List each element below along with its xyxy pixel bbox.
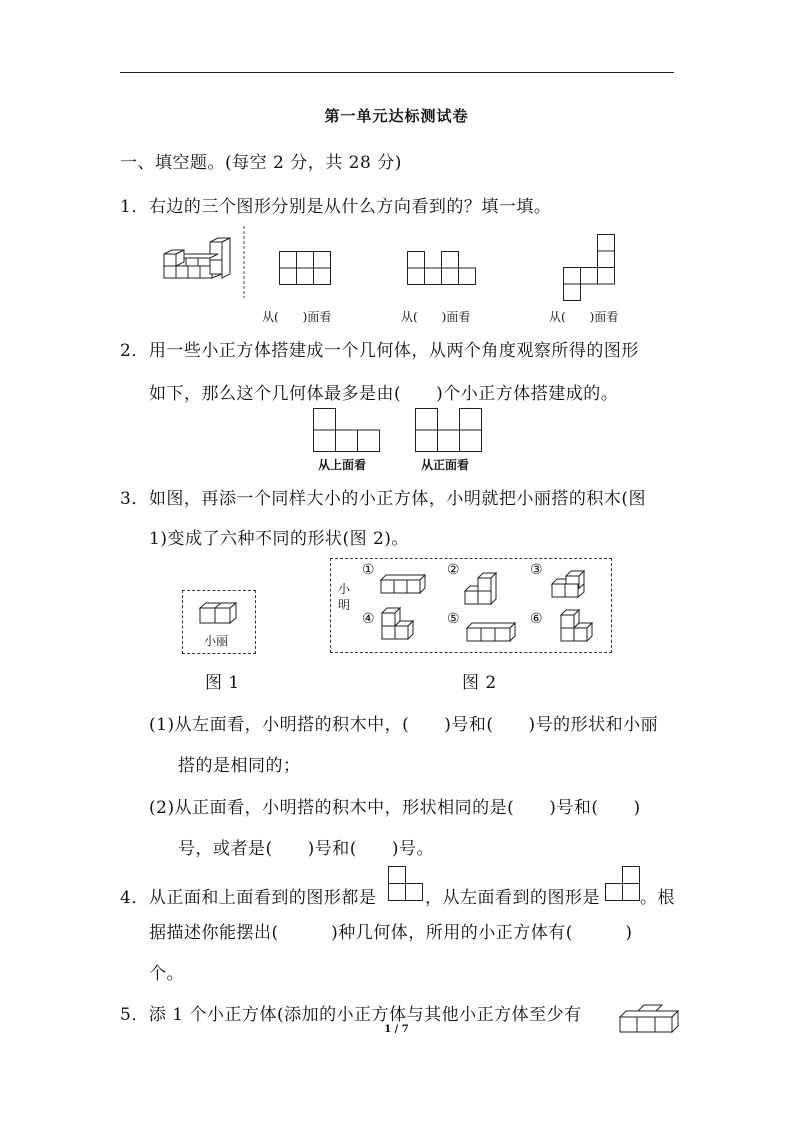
- q3-side-label-1: 小: [338, 582, 351, 596]
- q3-circled-3: ③: [530, 562, 543, 578]
- q2-front-view: [415, 408, 482, 452]
- q2-line2: 如下，那么这个几何体最多是由( )个小正方体搭建成的。: [149, 384, 619, 404]
- q3-shape-4: [379, 606, 419, 644]
- header-rule: [120, 72, 674, 73]
- q2-label-top: 从上面看: [318, 458, 367, 472]
- q2-line1: 2．用一些小正方体搭建成一个几何体，从两个角度观察所得的图形: [120, 341, 639, 361]
- q3-circled-2: ②: [447, 562, 460, 578]
- q3-shape-6: [558, 608, 598, 644]
- q2-label-front: 从正面看: [421, 458, 470, 472]
- q3-fig1-caption: 小丽: [204, 634, 229, 648]
- q3-line1: 3．如图，再添一个同样大小的小正方体，小明就把小丽搭的积木(图: [120, 489, 646, 509]
- q3-shape-3: [548, 570, 592, 602]
- q3-circled-5: ⑤: [447, 611, 460, 627]
- q3-sub1-line1: (1)从左面看，小明搭的积木中，( )号和( )号的形状和小丽: [149, 715, 659, 735]
- q3-fig1-cubes: [198, 598, 240, 628]
- q1-text: 1．右边的三个图形分别是从什么方向看到的？填一填。: [120, 197, 552, 217]
- q1-view-b: [407, 251, 477, 285]
- q1-view-a: [279, 251, 331, 285]
- q1-label-b: 从( )面看: [401, 310, 471, 324]
- q3-sub2-line1: (2)从正面看，小明搭的积木中，形状相同的是( )号和( ): [149, 798, 641, 818]
- q3-side-label-2: 明: [338, 598, 351, 612]
- q3-line2: 1)变成了六种不同的形状(图 2)。: [149, 529, 409, 549]
- q3-circled-1: ①: [362, 562, 375, 578]
- q4-line3: 个。: [149, 964, 184, 984]
- q4-line1-b: ，从左面看到的图形是: [425, 888, 600, 908]
- q1-view-c: [563, 234, 615, 302]
- q1-separator: [243, 226, 245, 298]
- q3-shape-1: [379, 570, 429, 596]
- q3-sub1-line2: 搭的是相同的；: [178, 756, 301, 776]
- section-heading: 一、填空题。(每空 2 分，共 28 分): [120, 153, 402, 173]
- q3-fig2-label: 图 2: [462, 673, 497, 693]
- q4-inline-figure-1: [388, 866, 424, 902]
- q4-line2: 据描述你能摆出( )种几何体，所用的小正方体有( ): [149, 923, 633, 943]
- q1-label-c: 从( )面看: [549, 310, 619, 324]
- q2-top-view: [313, 408, 380, 452]
- q5-line1: 5．添 1 个小正方体(添加的小正方体与其他小正方体至少有: [120, 1005, 582, 1025]
- page-number: 1 / 7: [384, 1024, 409, 1035]
- q3-circled-4: ④: [362, 611, 375, 627]
- q1-label-a: 从( )面看: [262, 310, 332, 324]
- q4-line1-c: 。根: [640, 888, 675, 908]
- q3-shape-5: [464, 616, 518, 644]
- q3-circled-6: ⑥: [530, 611, 543, 627]
- q3-sub2-line2: 号，或者是( )号和( )号。: [178, 839, 435, 859]
- page-title: 第一单元达标测试卷: [324, 107, 469, 125]
- q3-shape-2: [462, 570, 502, 608]
- q4-inline-figure-2: [605, 866, 641, 902]
- q4-line1-a: 4．从正面和上面看到的图形都是: [120, 888, 377, 908]
- q3-fig1-label: 图 1: [205, 673, 240, 693]
- q1-iso-figure: [160, 236, 232, 290]
